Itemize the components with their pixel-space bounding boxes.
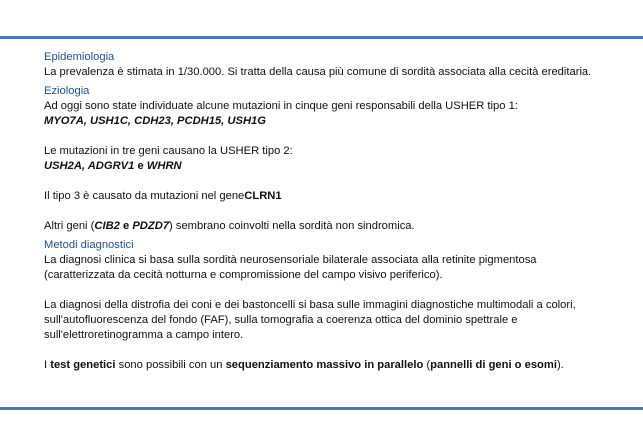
usher3-text: Il tipo 3 è causato da mutazioni nel gene bbox=[44, 190, 245, 202]
document-body bbox=[44, 50, 604, 377]
genes-usher2-and: e bbox=[134, 160, 147, 172]
test-mid: sono possibili con un bbox=[115, 359, 226, 371]
genes-usher2-b: WHRN bbox=[146, 160, 182, 172]
text-epidemiologia: La prevalenza è stimata in 1/30.000. Si tratta della causa più comune di sordità associata alla cecità ereditaria. bbox=[44, 66, 592, 78]
gene-cib2: CIB2 bbox=[94, 220, 120, 232]
eziologia-usher1-text: Ad oggi sono state individuate alcune mutazioni in cinque geni responsabili della USHER tipo 1: bbox=[44, 100, 518, 112]
metodi-distrofia: La diagnosi della distrofia dei coni e dei bastoncelli si basa sulle immagini diagnostiche multimodali a colori, sull'autofluorescenza del fondo (FAF), sulla tomografia a coerenza ottica del dominio spettrale e sull'elettroretinogramma a campo intero. bbox=[44, 299, 576, 341]
eziologia-usher2-genes bbox=[44, 159, 604, 174]
test-genetici: test genetici bbox=[50, 359, 116, 371]
section-epidemiologia bbox=[44, 50, 604, 80]
test-paren-close: ). bbox=[556, 359, 564, 371]
sequenziamento: sequenziamento massivo in parallelo bbox=[225, 359, 424, 371]
eziologia-usher3 bbox=[44, 189, 604, 204]
test-paren-open: ( bbox=[423, 359, 431, 371]
bottom-divider bbox=[0, 407, 643, 410]
heading-eziologia: Eziologia bbox=[44, 85, 90, 97]
altri-geni-and: e bbox=[119, 220, 133, 232]
metodi-test-genetici bbox=[44, 358, 604, 373]
section-metodi bbox=[44, 238, 604, 373]
heading-epidemiologia: Epidemiologia bbox=[44, 51, 115, 63]
altri-geni-post: ) sembrano coinvolti nella sordità non sindromica. bbox=[169, 220, 415, 232]
metodi-diagnosi-clinica: La diagnosi clinica si basa sulla sordità neurosensoriale bilaterale associata alla retinite pigmentosa (caratterizzata da cecità notturna e compromissione del campo visivo periferico). bbox=[44, 254, 537, 281]
section-eziologia bbox=[44, 84, 604, 234]
pannelli: pannelli di geni o esomi bbox=[430, 359, 557, 371]
genes-usher2-a: USH2A, ADGRV1 bbox=[44, 160, 135, 172]
test-pre: I bbox=[44, 359, 51, 371]
eziologia-usher2-text: Le mutazioni in tre geni causano la USHER tipo 2: bbox=[44, 145, 293, 157]
heading-metodi: Metodi diagnostici bbox=[44, 239, 134, 251]
gene-clrn1: CLRN1 bbox=[244, 190, 282, 202]
eziologia-altri-geni bbox=[44, 219, 604, 234]
altri-geni-pre: Altri geni ( bbox=[44, 220, 95, 232]
genes-usher1: MYO7A, USH1C, CDH23, PCDH15, USH1G bbox=[44, 115, 266, 127]
top-divider bbox=[0, 36, 643, 39]
gene-pdzd7: PDZD7 bbox=[132, 220, 170, 232]
eziologia-usher1-genes bbox=[44, 114, 604, 129]
